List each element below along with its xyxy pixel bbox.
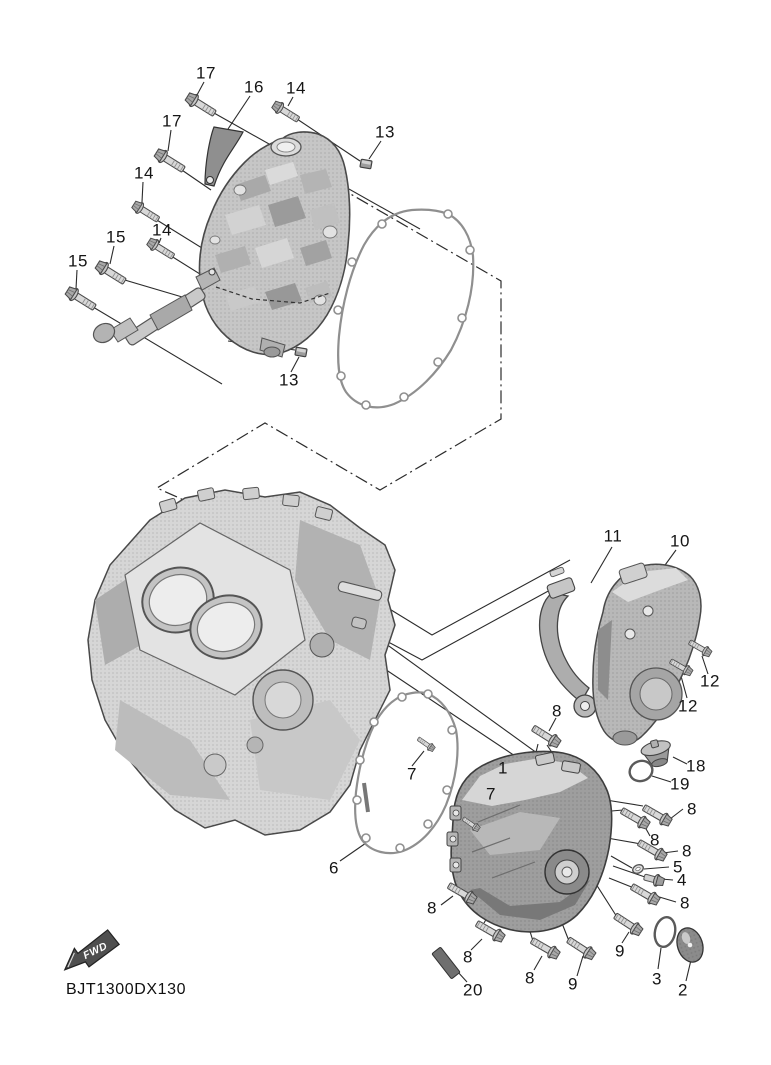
callout-8-25: 8 (680, 893, 690, 913)
callout-15-7: 15 (106, 227, 126, 247)
callout-8-26: 8 (427, 898, 437, 918)
callout-8-21: 8 (650, 830, 660, 850)
callout-5-23: 5 (673, 857, 683, 877)
plug-bolt-art (643, 871, 665, 888)
callout-4-24: 4 (677, 870, 687, 890)
bolt-14c-art (146, 236, 177, 262)
callout-6-27: 6 (329, 858, 339, 878)
callout-7-18: 7 (407, 764, 417, 784)
crankcase-cover-art (447, 751, 612, 931)
bolt-17b-art (153, 147, 187, 175)
nut-13b-art (295, 347, 307, 357)
callout-12-13: 12 (678, 696, 698, 716)
callout-18-15: 18 (686, 756, 706, 776)
callout-14-2: 14 (286, 78, 306, 98)
callout-17-0: 17 (196, 63, 216, 83)
callout-16-1: 16 (244, 77, 264, 97)
bolt-8-top-art (530, 722, 563, 749)
callout-14-5: 14 (134, 163, 154, 183)
callout-14-6: 14 (152, 220, 172, 240)
callout-1-17: 1 (498, 758, 508, 778)
nut-13a-art (360, 159, 372, 169)
engine-block-art (88, 487, 395, 835)
oil-filler-cap-art (639, 737, 675, 770)
part-code-label: BJT1300DX130 (66, 981, 187, 998)
o-ring-large-art (652, 915, 678, 949)
fwd-arrow (57, 928, 122, 977)
tensioner-arm-art (540, 567, 596, 717)
callout-8-29: 8 (525, 968, 535, 988)
upper-gasket-art (334, 210, 474, 409)
callout-15-8: 15 (68, 251, 88, 271)
callout-13-9: 13 (279, 370, 299, 390)
right-cover-art (593, 562, 701, 745)
callout-8-14: 8 (552, 701, 562, 721)
callout-8-20: 8 (687, 799, 697, 819)
callout-2-33: 2 (678, 980, 688, 1000)
bolt-15a-art (94, 259, 128, 287)
bolt-14a-art (271, 99, 302, 125)
callout-9-30: 9 (568, 974, 578, 994)
bolt-15b-art (64, 285, 98, 313)
callout-7-19: 7 (486, 784, 496, 804)
callout-17-3: 17 (162, 111, 182, 131)
callout-13-4: 13 (375, 122, 395, 142)
callout-19-16: 19 (670, 774, 690, 794)
damper-art (432, 947, 460, 979)
callout-12-12: 12 (700, 671, 720, 691)
fwd-arrow-label: FWD (81, 939, 110, 962)
callout-20-34: 20 (463, 980, 483, 1000)
bolt-17a-art (184, 91, 218, 119)
bolt-8g-art (529, 935, 562, 961)
bolt-7a-art (416, 735, 436, 753)
callout-10-11: 10 (670, 531, 690, 551)
callout-8-22: 8 (682, 841, 692, 861)
callout-8-28: 8 (463, 947, 473, 967)
crank-end-cap-art (673, 924, 708, 965)
callout-3-32: 3 (652, 969, 662, 989)
callout-11-10: 11 (603, 526, 623, 546)
callout-9-31: 9 (615, 941, 625, 961)
shift-linkage-art (90, 268, 220, 346)
bolt-9a-art (565, 934, 598, 961)
